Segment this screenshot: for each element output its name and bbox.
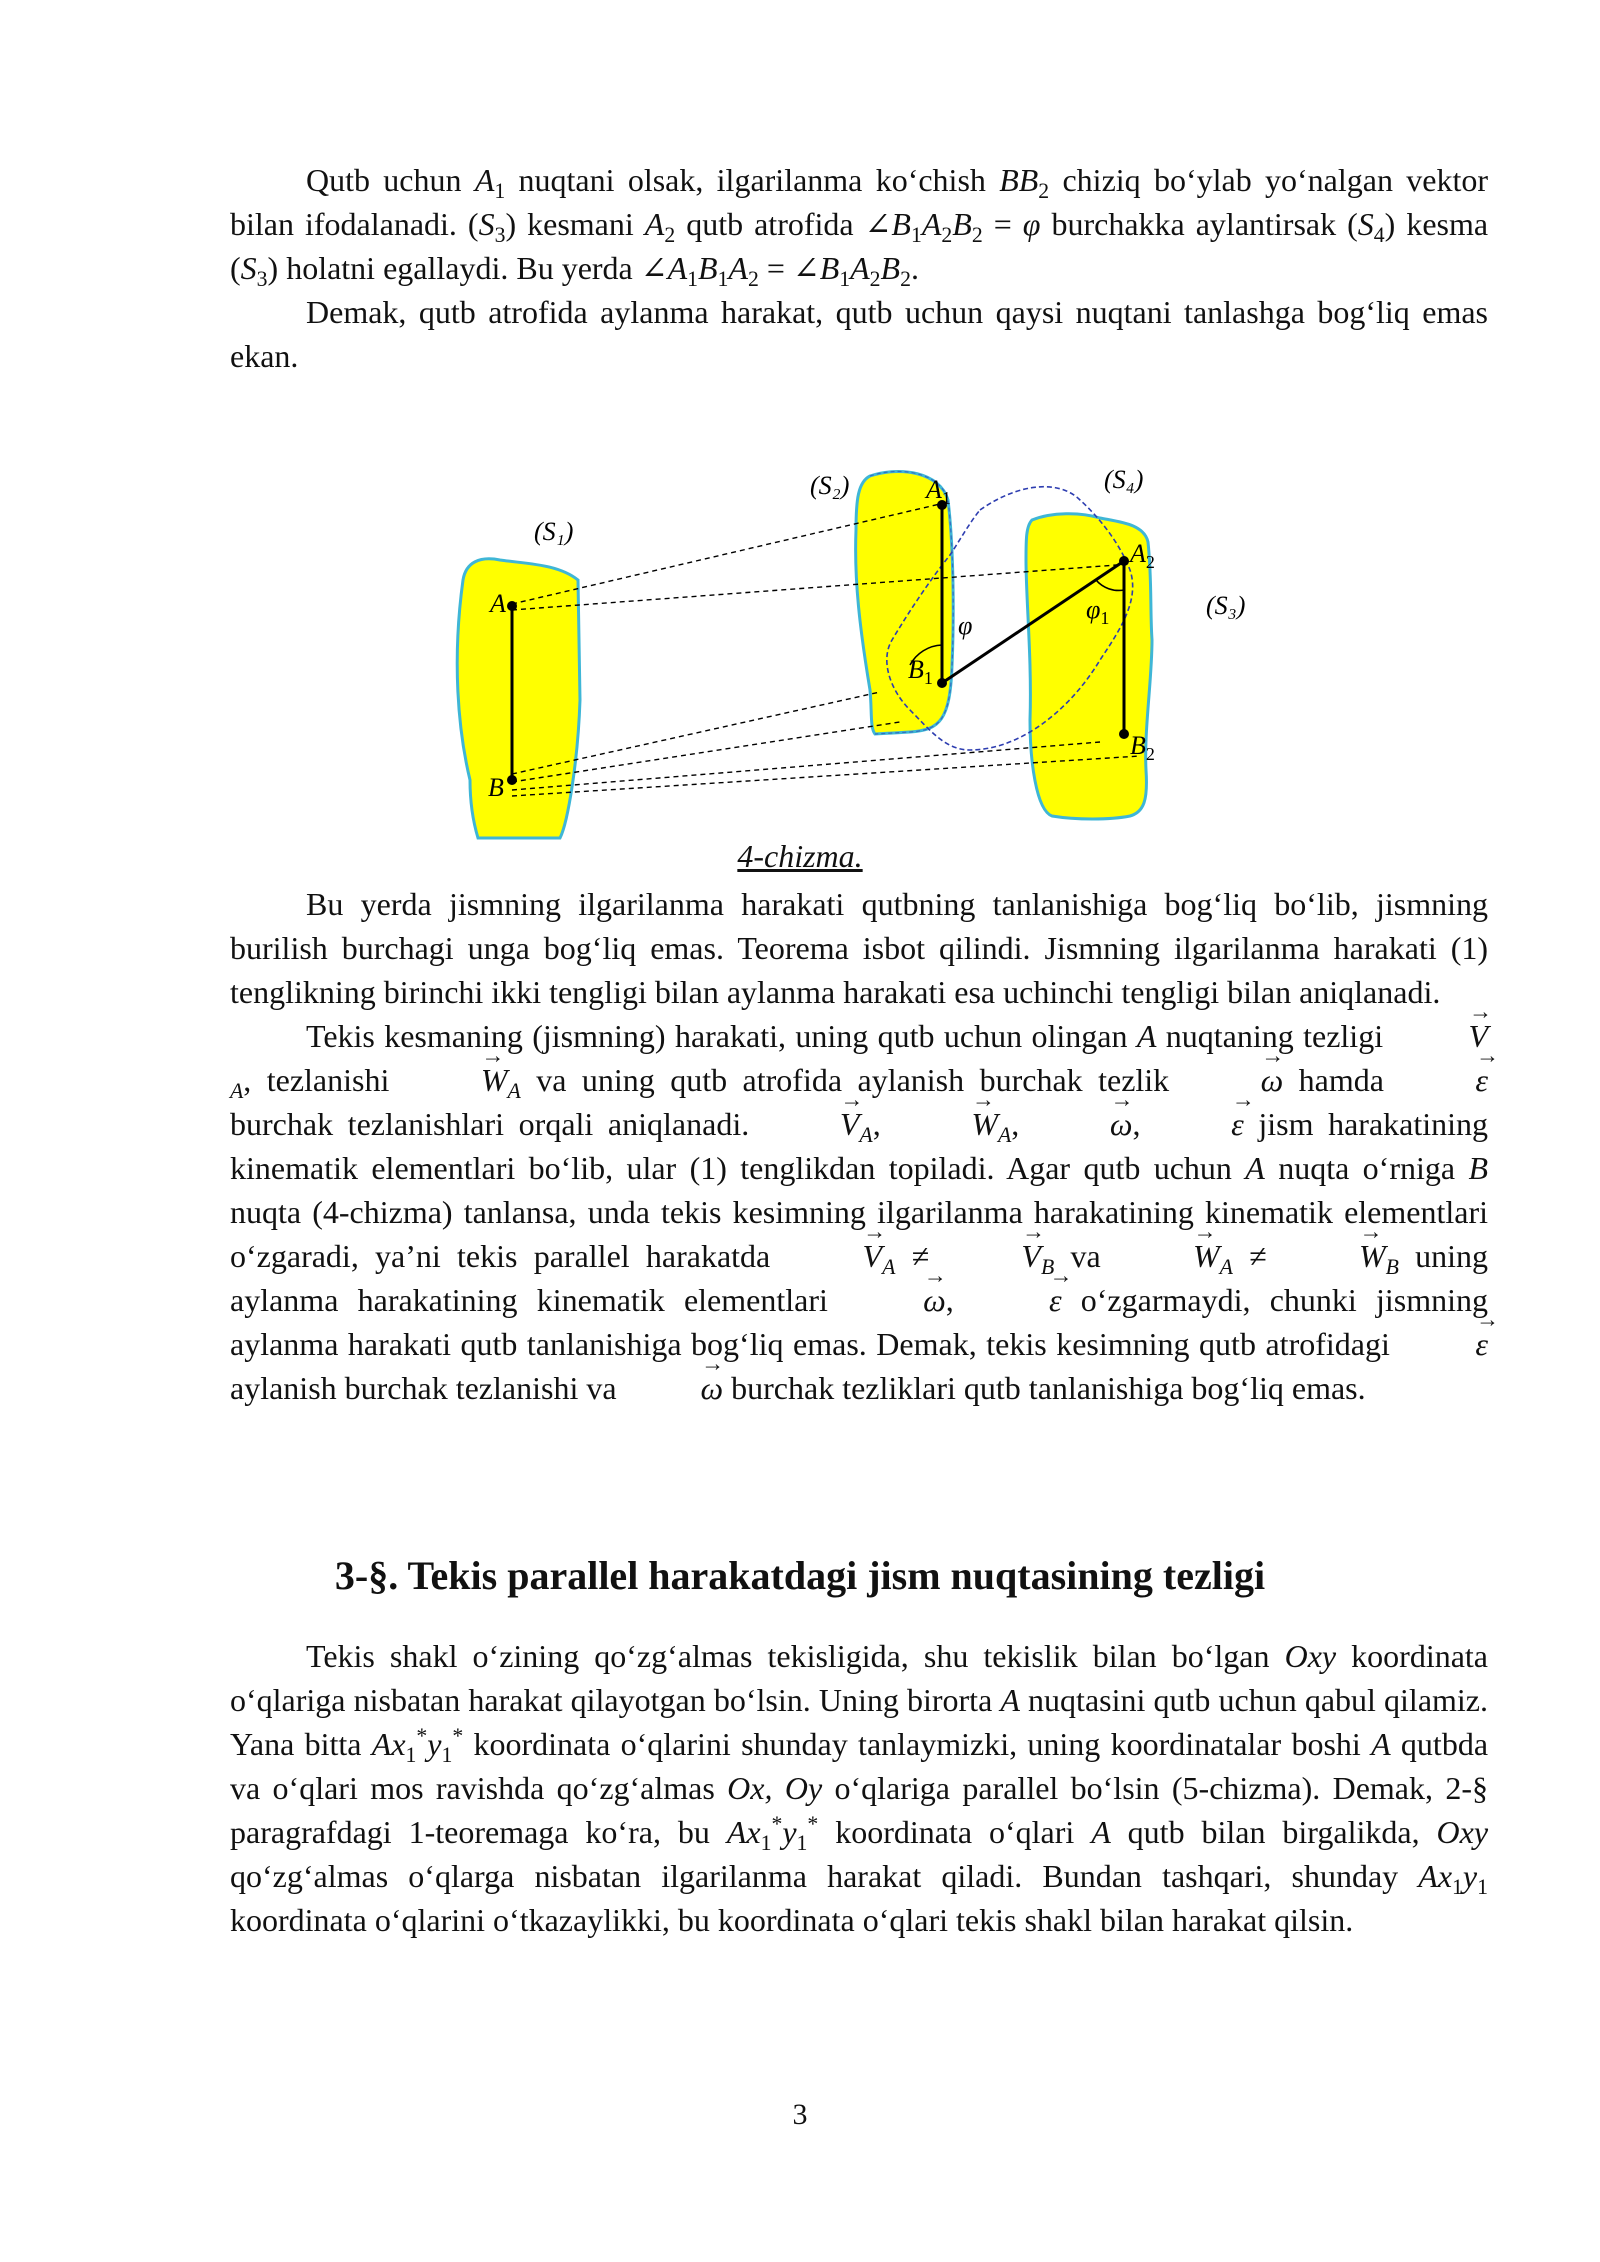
label-b2: $B_2$ [1130, 731, 1155, 764]
paragraph-2: Demak, qutb atrofida aylanma harakat, qutb uchun qaysi nuqtani tanlashga bog‘liq emas ekan. [230, 294, 1488, 374]
text-block-top [230, 158, 1488, 378]
label-a: A [490, 589, 506, 618]
body-shape-s2 [856, 471, 954, 734]
figure-caption: 4-chizma. [737, 838, 863, 874]
label-phi1: $\varphi_1$ [1086, 595, 1110, 628]
text-block-bottom [230, 1634, 1488, 1942]
label-s1: (S₁) [534, 517, 574, 546]
paragraph-3: Bu yerda jismning ilgarilanma harakati qutbning tanlanishiga bog‘liq bo‘lib, jismning burilish burchagi unga bog‘liq emas. Teorema isbot qilindi. Jismning ilgarilanma harakati (1) tenglikning birinchi ikki tengligi bilan aylanma harakati esa uchinchi tengligi bilan aniqlanadi. [230, 886, 1488, 1010]
paragraph-1: Qutb uchun $A_1$ nuqtani olsak, ilgarilanma ko‘chish $BB_2$ chiziq bo‘ylab yo‘nalgan vektor bilan ifodalanadi. $(S_3)$ kesmani $A_2$ qutb atrofida $\angle B_1A_2B_2 = \varphi$ burchakka aylantirsak $(S_4)$ kesma $(S_3)$ holatni egallaydi. Bu yerda $\angle A_1B_1A_2$ = $\angle B_1A_2B_2$. [230, 162, 1489, 291]
paragraph-5: Tekis shakl o‘zining qo‘zg‘almas tekisligida, shu tekislik bilan bo‘lgan Oxy koordinata o‘qlariga nisbatan harakat qilayotgan bo‘lsin. Uning birorta A nuqtasini qutb uchun qabul qilamiz. Yana bitta $Ax_1^*y_1^*$ koordinata o‘qlarini shunday tanlaymizki, uning koordinatalar boshi A qutbda va o‘qlari mos ravishda qo‘zg‘almas Ox, Oy o‘qlariga parallel bo‘lsin (5-chizma). Demak, 2-§ paragrafdagi 1-teoremaga ko‘ra, bu $Ax_1^*y_1^*$ koordinata o‘qlari A qutb bilan birgalikda, Oxy qo‘zg‘almas o‘qlarga nisbatan ilgarilanma harakat qiladi. Bundan tashqari, shunday $Ax_1y_1$ koordinata o‘qlarini o‘tkazaylikki, bu koordinata o‘qlari tekis shakl bilan harakat qilsin. [230, 1638, 1489, 1938]
label-a2: $A_2$ [1130, 539, 1155, 572]
page-number: 3 [792, 2098, 808, 2131]
label-b1: $B_1$ [908, 655, 933, 688]
figure-4 [440, 460, 1280, 850]
label-s4: (S₄) [1104, 465, 1144, 494]
section-heading: 3-§. Tekis parallel harakatdagi jism nuqtasining tezligi [334, 1553, 1266, 1598]
figure-4-diagram [440, 460, 1280, 850]
label-phi: φ [958, 611, 973, 640]
label-s2: (S₂) [810, 471, 850, 500]
paragraph-4: Tekis kesmaning (jismning) harakati, uning qutb uchun olingan A nuqtaning tezligi → $V_A$, tezlanishi → $W_A$ va uning qutb atrofida aylanish burchak tezlik → ω hamda → ε burchak tezlanishlari orqali aniqlanadi. → $V_A$, → $W_A$, → ω, → ε jism harakatining kinematik elementlari bo‘lib, ular (1) tenglikdan topiladi. Agar qutb uchun A nuqta o‘rniga B nuqta (4-chizma) tanlansa, unda tekis kesimning ilgarilanma harakatining kinematik elementlari o‘zgaradi, ya’ni tekis parallel harakatda → $V_A$ ≠ → $V_B$ va → $W_A$ ≠ → $W_B$ uning aylanma harakatining kinematik elementlari → ω, → ε o‘zgarmaydi, chunki jismning aylanma harakati qutb tanlanishiga bog‘liq emas. Demak, tekis kesimning qutb atrofidagi → ε aylanish burchak tezlanishi va → ω burchak tezliklari qutb tanlanishiga bog‘liq emas. [230, 1014, 1488, 1410]
label-a1: $A_1$ [926, 475, 951, 508]
body-shape-s1 [457, 559, 580, 838]
text-block-middle [230, 882, 1488, 1410]
label-b: B [488, 773, 504, 802]
label-s3: (S₃) [1206, 591, 1246, 620]
